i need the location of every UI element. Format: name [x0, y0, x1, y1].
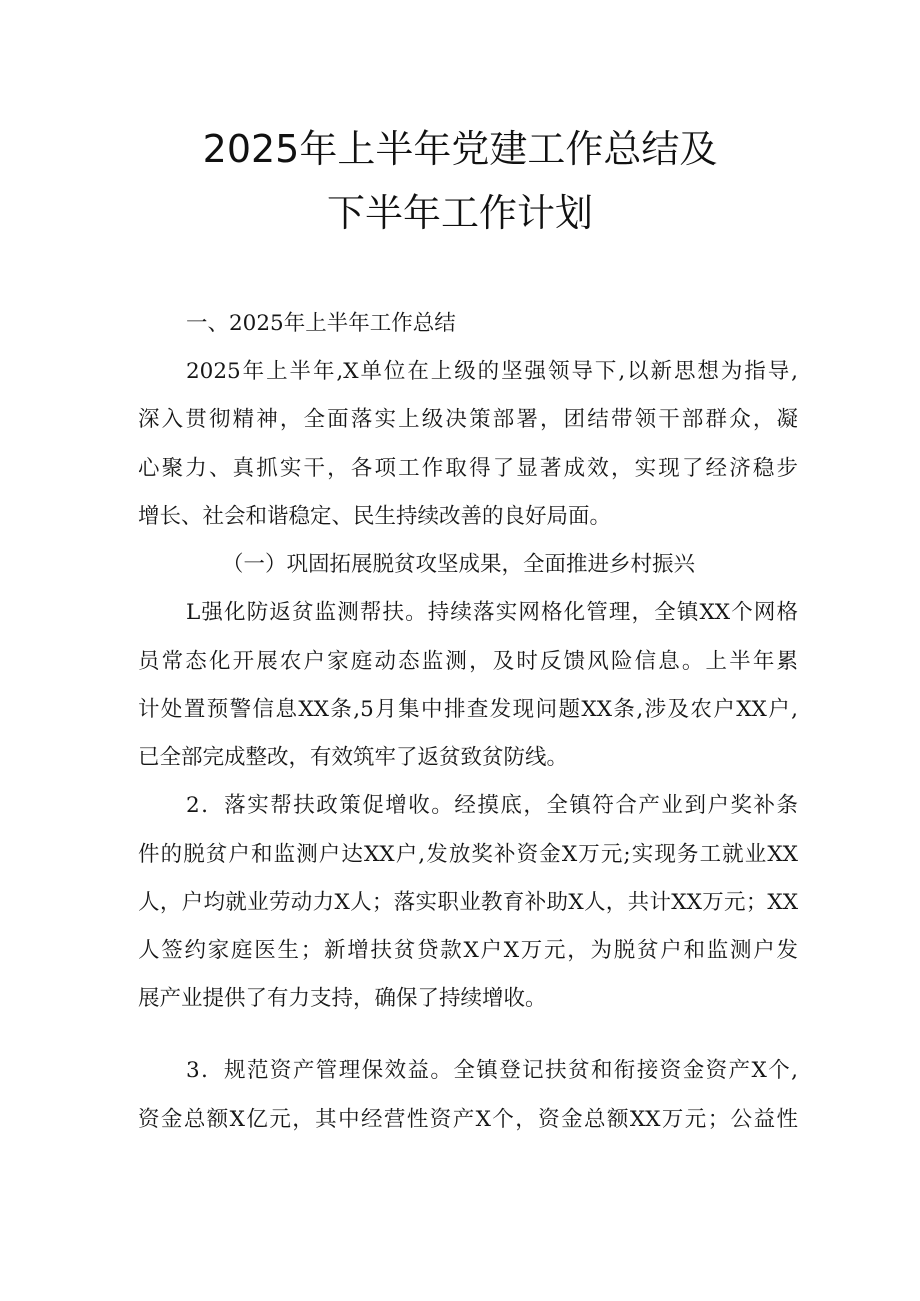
paragraph-line: 人签约家庭医生；新增扶贫贷款X户X万元，为脱贫户和监测户发 [138, 938, 798, 963]
document-title-line-2: 下半年工作计划 [326, 191, 593, 235]
paragraph-line: 资金总额X亿元，其中经营性资产X个，资金总额XX万元；公益性 [138, 1107, 798, 1132]
paragraph-line: 人，户均就业劳动力X人；落实职业教育补助X人，共计XX万元；XX [138, 890, 798, 915]
paragraph-line: 2025年上半年,X单位在上级的坚强领导下,以新思想为指导, [186, 359, 798, 384]
paragraph-line: 员常态化开展农户家庭动态监测，及时反馈风险信息。上半年累 [138, 649, 798, 674]
paragraph-line: 深入贯彻精神，全面落实上级决策部署，团结带领干部群众，凝 [138, 407, 798, 432]
sub-heading: （一）巩固拓展脱贫攻坚成果，全面推进乡村振兴 [222, 552, 696, 577]
paragraph-line: 增长、社会和谐稳定、民生持续改善的良好局面。 [138, 504, 612, 529]
paragraph-line: 件的脱贫户和监测户达XX户,发放奖补资金X万元;实现务工就业XX [138, 842, 798, 867]
paragraph-line: 计处置预警信息XX条,5月集中排查发现问题XX条,涉及农户XX户, [138, 697, 798, 722]
document-title-line-1: 2025年上半年党建工作总结及 [202, 127, 718, 171]
section-heading: 一、2025年上半年工作总结 [186, 311, 456, 336]
paragraph-line: 展产业提供了有力支持，确保了持续增收。 [138, 986, 547, 1011]
paragraph-line: 心聚力、真抓实干，各项工作取得了显著成效，实现了经济稳步 [138, 456, 798, 481]
paragraph-line: 3．规范资产管理保效益。全镇登记扶贫和衔接资金资产X个, [186, 1058, 798, 1083]
paragraph-line: L强化防返贫监测帮扶。持续落实网格化管理，全镇XX个网格 [186, 600, 798, 625]
paragraph-line: 2．落实帮扶政策促增收。经摸底，全镇符合产业到户奖补条 [186, 793, 798, 818]
paragraph-line: 已全部完成整改，有效筑牢了返贫致贫防线。 [138, 745, 569, 770]
